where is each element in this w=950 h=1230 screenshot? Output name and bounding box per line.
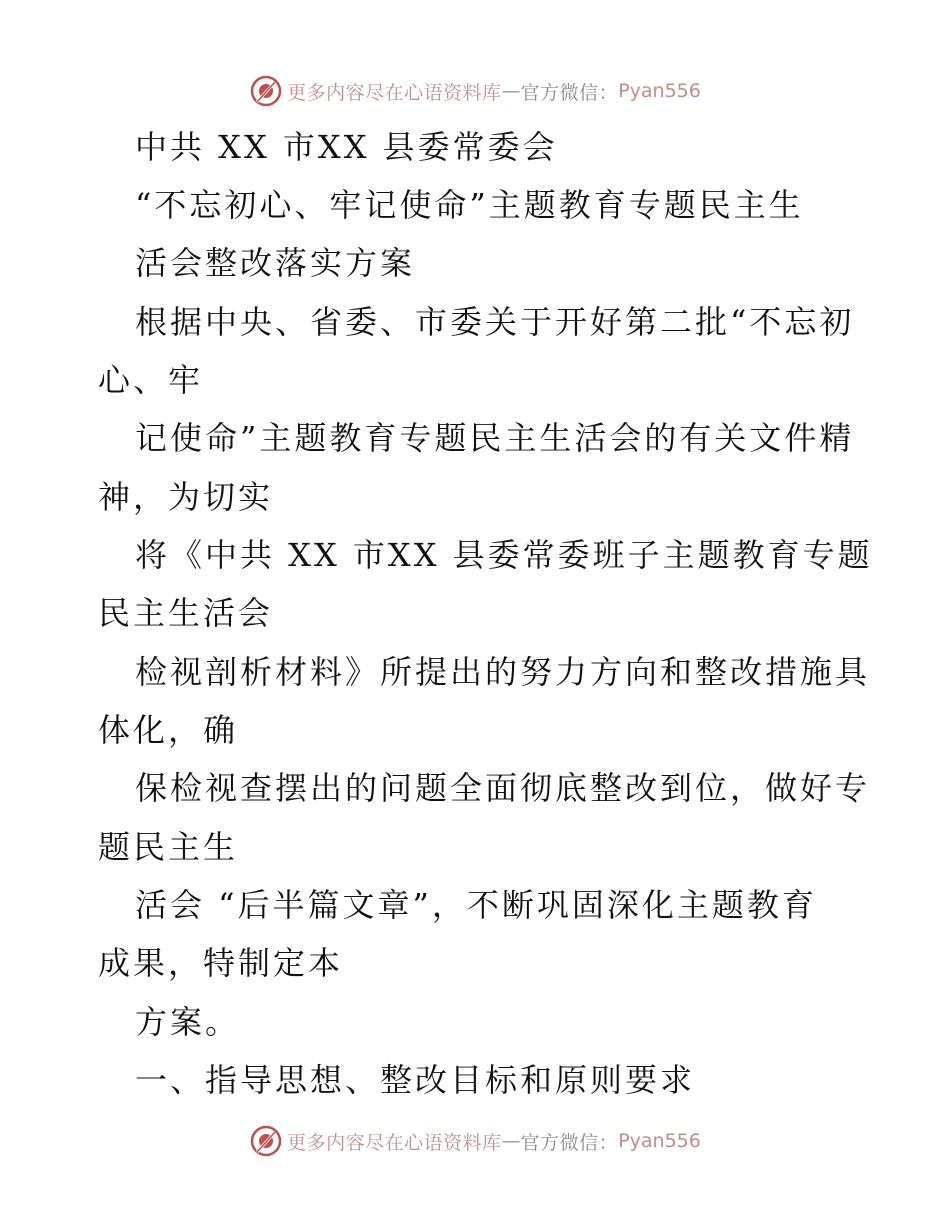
document-title-line-2: “不忘初心、牢记使命”主题教育专题民主生 bbox=[135, 186, 804, 224]
paragraph-line: 民主生活会 bbox=[98, 594, 274, 632]
watermark-dash: — bbox=[501, 1130, 521, 1152]
paragraph-line: 保检视查摆出的问题全面彻底整改到位，做好专 bbox=[135, 769, 871, 807]
paragraph-line: 题民主生 bbox=[98, 828, 239, 866]
paragraph-line: 将《中共 XX 市XX 县委常委班子主题教育专题 bbox=[135, 536, 873, 574]
paragraph-line: 成果，特制定本 bbox=[98, 944, 344, 982]
document-title-line-1: 中共 XX 市XX 县委常委会 bbox=[135, 128, 558, 166]
document-title-line-3: 活会整改落实方案 bbox=[135, 244, 416, 282]
watermark-contact-label: 官方微信： bbox=[520, 81, 619, 104]
paragraph-line: 神，为切实 bbox=[98, 478, 274, 516]
paragraph-line: 记使命”主题教育专题民主生活会的有关文件精 bbox=[135, 419, 855, 457]
paragraph-line: 方案。 bbox=[135, 1003, 241, 1041]
paragraph-line: 根据中央、省委、市委关于开好第二批“不忘初 bbox=[135, 303, 855, 341]
paragraph-line: 心、牢 bbox=[98, 361, 204, 399]
watermark-main-text: 更多内容尽在心语资料库 bbox=[287, 1131, 502, 1154]
paragraph-line: 体化，确 bbox=[98, 711, 239, 749]
paragraph-line: 活会 “后半篇文章”，不断巩固深化主题教育 bbox=[135, 886, 817, 924]
paragraph-line: 检视剖析材料》所提出的努力方向和整改措施具 bbox=[135, 653, 871, 691]
watermark-contact-label: 官方微信： bbox=[520, 1131, 619, 1154]
watermark-wechat-id: Pyan556 bbox=[618, 1130, 701, 1152]
pen-logo-icon bbox=[249, 1124, 283, 1158]
watermark-wechat-id: Pyan556 bbox=[618, 80, 701, 102]
footer-watermark bbox=[0, 1121, 950, 1161]
watermark-dash: — bbox=[501, 80, 521, 102]
section-heading: 一、指导思想、整改目标和原则要求 bbox=[135, 1061, 696, 1099]
watermark-main-text: 更多内容尽在心语资料库 bbox=[287, 81, 502, 104]
